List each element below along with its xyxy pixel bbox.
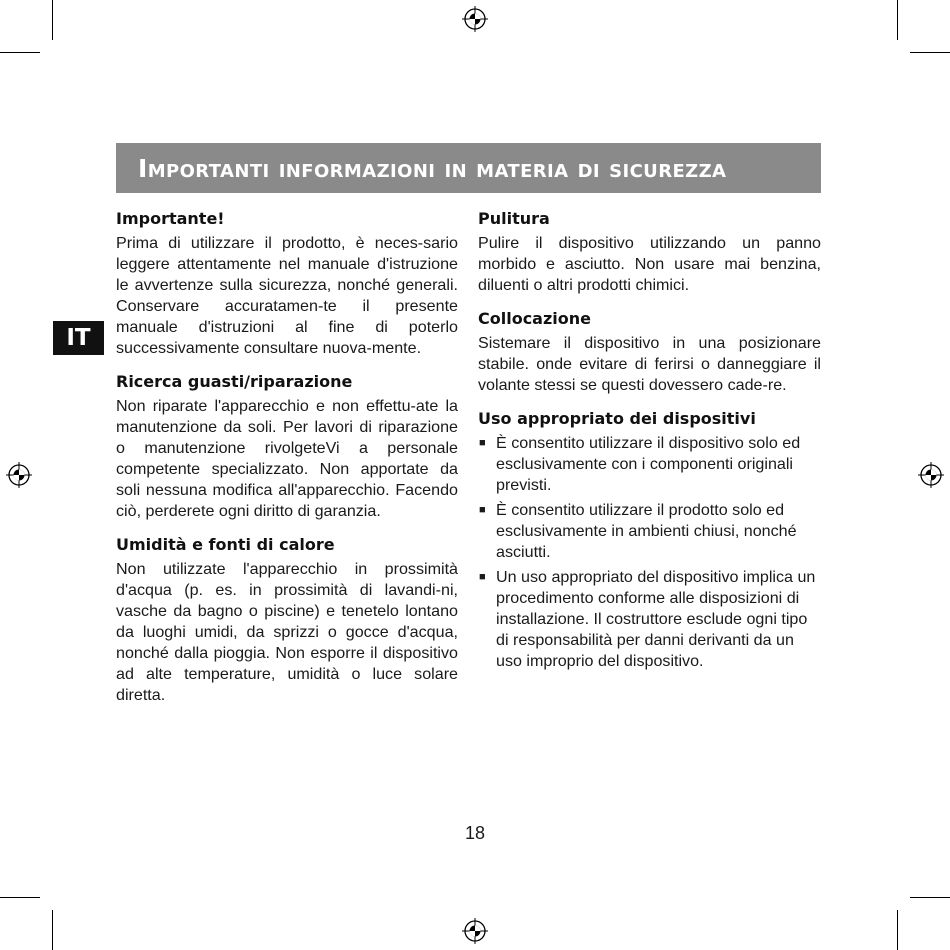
list-item-text: È consentito utilizzare il dispositivo solo ed esclusivamente con i componenti originali previsti. [496,434,801,494]
page-number: 18 [464,823,486,843]
section-title-bar [116,143,821,193]
crop-mark-bottom-left-horizontal [0,897,40,898]
square-bullet-icon: ■ [479,504,486,516]
list-item-text: È consentito utilizzare il prodotto solo ed esclusivamente in ambienti chiusi, nonché asciutti. [496,501,797,561]
section-heading: Importante! [116,209,225,228]
crop-mark-top-left-vertical [52,0,53,40]
section-uso-appropriato [478,408,821,672]
right-column [478,208,821,684]
language-tab: IT [53,321,104,355]
crop-mark-bottom-left-vertical [52,910,53,950]
crop-mark-top-right-horizontal [910,52,950,53]
registration-mark-left-icon [6,462,32,488]
section-heading: Umidità e fonti di calore [116,535,335,554]
bullet-list [478,433,821,672]
left-column [116,208,458,718]
section-body: Non riparate l'apparecchio e non effettu-ate la manutenzione da soli. Per lavori di riparazione o manutenzione rivolgeteVi a personale competente specializzato. Non apportate da soli nessuna modifica all'apparecchio. Facendo ciò, perderete ogni diritto di garanzia. [116,397,458,520]
section-pulitura [478,208,821,296]
section-heading: Ricerca guasti/riparazione [116,372,353,391]
section-body: Pulire il dispositivo utilizzando un panno morbido e asciutto. Non usare mai benzina, diluenti o altri prodotti chimici. [478,234,821,294]
square-bullet-icon: ■ [479,437,486,449]
section-heading: Collocazione [478,309,592,328]
page-title: Importanti informazioni in materia di sicurezza [138,153,727,183]
list-item [478,500,821,563]
section-heading: Uso appropriato dei dispositivi [478,409,756,428]
list-item-text: Un uso appropriato del dispositivo implica un procedimento conforme alle disposizioni di installazione. Il costruttore esclude ogni tipo di responsabilità per danni derivanti da un uso improprio del dispositivo. [496,568,816,670]
section-body: Prima di utilizzare il prodotto, è neces-sario leggere attentamente nel manuale d'istruzione le avvertenze sulla sicurezza, nonché generali. Conservare accuratamen-te il presente manuale d'istruzioni al fine di poterlo successivamente consultare nuova-mente. [116,234,458,357]
list-item [478,433,821,496]
registration-mark-top-icon [462,6,488,32]
crop-mark-top-right-vertical [897,0,898,40]
section-heading: Pulitura [478,209,550,228]
section-body: Non utilizzate l'apparecchio in prossimità d'acqua (p. es. in prossimità di lavandi-ni, vasche da bagno o piscine) e tenetelo lontano da luoghi umidi, da sprizzi o gocce d'acqua, nonché dalla pioggia. Non esporre il dispositivo ad alte temperature, umidità o luce solare diretta. [116,560,458,704]
section-ricerca-guasti [116,371,458,522]
section-collocazione [478,308,821,396]
section-importante [116,208,458,359]
section-body: Sistemare il dispositivo in una posizionare stabile. onde evitare di ferirsi o danneggiare il volante stessi se questi dovessero cade-re. [478,334,821,394]
registration-mark-bottom-icon [462,918,488,944]
crop-mark-bottom-right-vertical [897,910,898,950]
registration-mark-right-icon [918,462,944,488]
crop-mark-top-left-horizontal [0,52,40,53]
square-bullet-icon: ■ [479,571,486,583]
crop-mark-bottom-right-horizontal [910,897,950,898]
section-umidita [116,534,458,706]
list-item [478,567,821,672]
